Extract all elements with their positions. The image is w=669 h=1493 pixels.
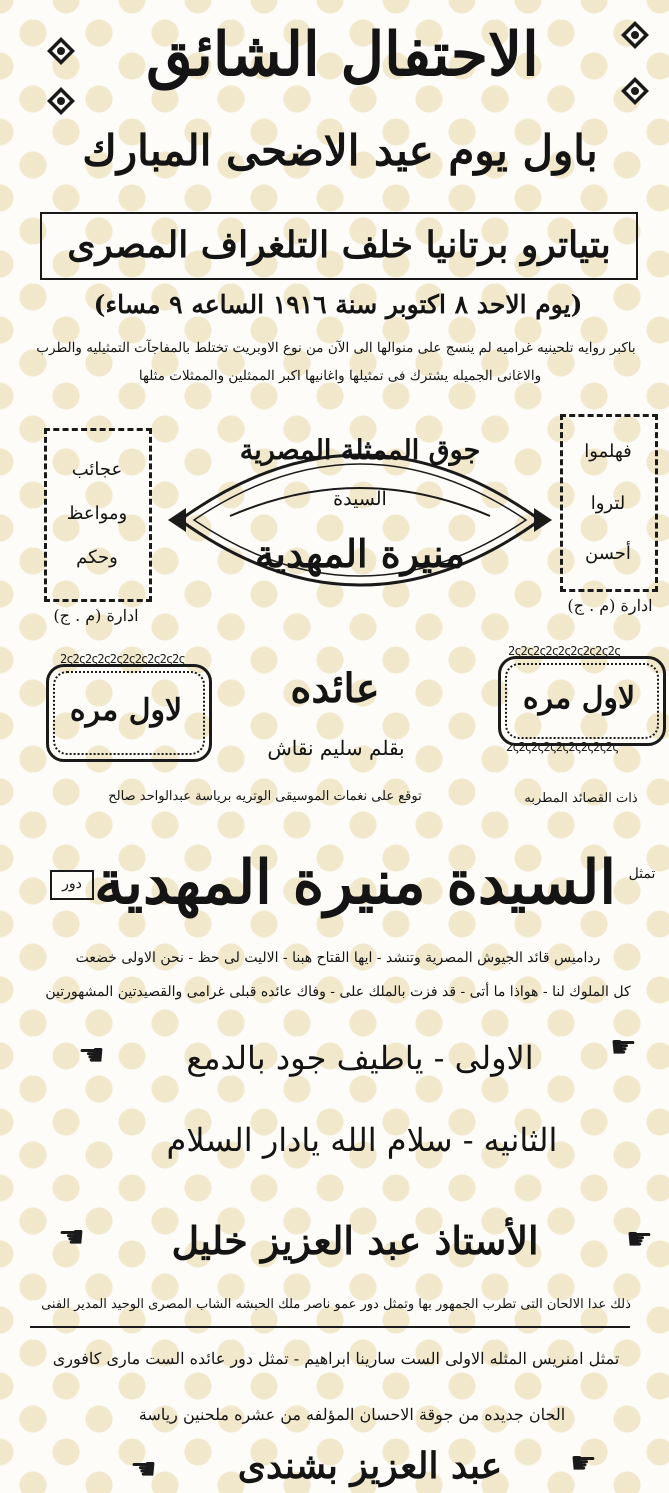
- plays-label: تمثل: [628, 866, 656, 882]
- left-box-line-1: عجائب: [71, 459, 123, 480]
- pointing-hand-icon: ☛: [610, 1030, 637, 1065]
- diamond-ornament-icon: [620, 76, 650, 106]
- right-box-line-2: لتروا: [590, 493, 626, 514]
- left-box-line-3: وحكم: [76, 547, 118, 568]
- pointing-hand-icon: ☚: [78, 1038, 105, 1073]
- pointing-hand-icon: ☛: [626, 1222, 653, 1257]
- crest-top-text: جوق الممثلة المصرية: [239, 435, 481, 466]
- first-time-right: لاول مره: [522, 681, 636, 716]
- right-box-line-1: فهلموا: [584, 441, 632, 462]
- roles-line-1: رداميس قائد الجيوش المصرية وتنشد - ايها القتاح هبنا - الاليت لى حظ - نحن الاولى خضعت: [75, 950, 601, 966]
- first-poem: الاولى - ياطيف جود بالدمع: [186, 1039, 534, 1077]
- greek-key-border: 2ς2ς2ς2ς2ς2ς2ς2ς2ς: [508, 644, 621, 658]
- right-box-admin: ادارة (م . ج): [567, 596, 653, 615]
- orchestra-line: توقع على نغمات الموسيقى الوتريه برياسة عبدالواحد صالح: [108, 789, 422, 804]
- play-title: عائده: [290, 665, 380, 712]
- details-line-1: ذلك عدا الالحان التى تطرب الجمهور بها وتمثل دور عمو ناصر ملك الحبشه الشاب المصرى الوحيد المدير الفنى: [41, 1297, 631, 1312]
- roles-line-2: كل الملوك لنا - هواذا ما أتى - قد فزت بالملك على - وفاك عائده قبلى غرامى والقصيدتين المشهورتين: [45, 984, 631, 1000]
- pointing-hand-icon: ☚: [130, 1452, 157, 1487]
- right-box-line-3: أحسن: [585, 543, 631, 564]
- composer-name: الأستاذ عبد العزيز خليل: [171, 1218, 539, 1263]
- date-line: (يوم الاحد ٨ اكتوبر سنة ١٩١٦ الساعه ٩ مساء): [93, 290, 583, 319]
- crest-middle-text: السيدة: [333, 488, 387, 510]
- details-line-3: الحان جديده من جوقة الاحسان المؤلفه من عشره ملحنين رياسة: [138, 1405, 566, 1424]
- greek-key-border: 2ς2ς2ς2ς2ς2ς2ς2ς2ς2ς: [60, 652, 185, 666]
- intro-line-2: والاغانى الجميله يشترك فى تمثيلها واغانيها اكبر الممثلين والممثلات مثلها: [138, 368, 542, 384]
- section-divider: [30, 1326, 630, 1328]
- star-name: السيدة منيرة المهدية: [94, 848, 616, 918]
- left-box-line-2: ومواعظ: [66, 503, 128, 524]
- left-box-admin: ادارة (م . ج): [53, 606, 139, 625]
- first-time-left: لاول مره: [69, 693, 183, 728]
- crest-bottom-text: منيرة المهدية: [255, 531, 465, 576]
- pointing-hand-icon: ☚: [58, 1220, 85, 1255]
- headline-title: الاحتفال الشائق: [146, 20, 539, 90]
- role-label: دور: [62, 876, 82, 892]
- play-author: بقلم سليم نقاش: [267, 736, 405, 760]
- details-line-2: تمثل امنريس المثله الاولى الست سارينا ابراهيم - تمثل دور عائده الست مارى كافورى: [52, 1349, 620, 1368]
- songs-label: ذات القصائد المطربه: [524, 791, 638, 806]
- pointing-hand-icon: ☛: [570, 1446, 597, 1481]
- headline-subtitle: باول يوم عيد الاضحى المبارك: [82, 126, 598, 175]
- greek-key-border: 2ς2ς2ς2ς2ς2ς2ς2ς2ς: [506, 740, 619, 754]
- venue-line: بتياترو برتانيا خلف التلغراف المصرى: [67, 224, 611, 266]
- intro-line-1: باكبر روايه تلحينيه غراميه لم ينسج على منوالها الى الآن من نوع الاوبريت تختلط بالمفاجآت التمثيليه والطرب: [36, 340, 636, 356]
- diamond-ornament-icon: [620, 20, 650, 50]
- footer-name: عبد العزيز بشندى: [237, 1445, 503, 1487]
- second-poem: الثانيه - سلام الله يادار السلام: [166, 1121, 558, 1159]
